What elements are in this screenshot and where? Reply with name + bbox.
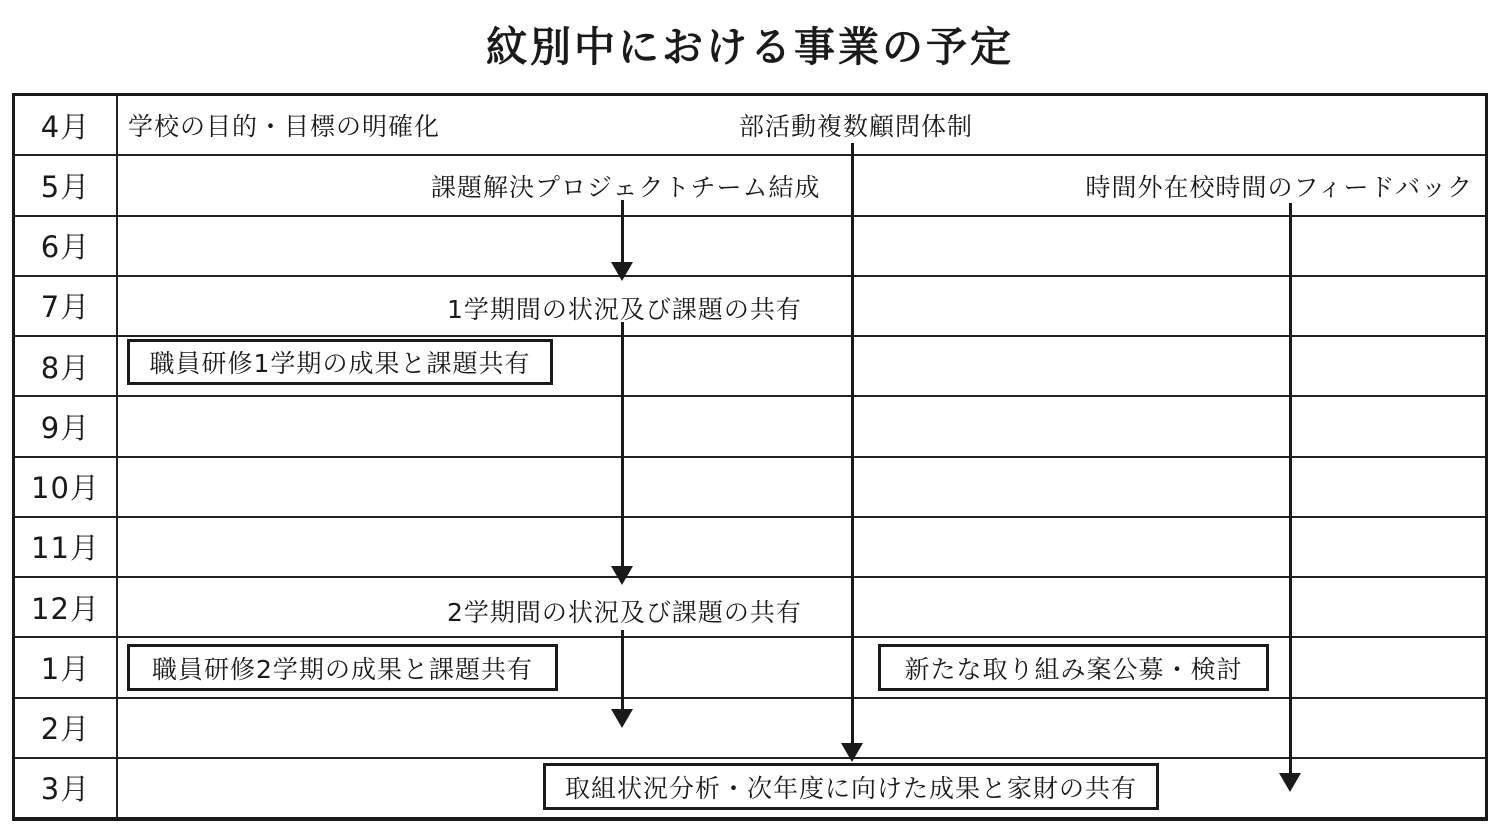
month-label: 8月	[15, 337, 118, 395]
arrow-project-chain-segment-3	[611, 630, 633, 728]
event-term2-status-share: 2学期間の状況及び課題の共有	[447, 598, 802, 627]
box-staff-training-term1: 職員研修1学期の成果と課題共有	[127, 339, 553, 385]
month-label: 10月	[15, 458, 118, 516]
month-label: 3月	[15, 759, 118, 817]
table-row-june	[15, 217, 1485, 277]
month-label: 12月	[15, 578, 118, 636]
box-new-initiative-proposals: 新たな取り組み案公募・検討	[878, 644, 1269, 691]
box-analysis-next-year-share: 取組状況分析・次年度に向けた成果と家財の共有	[543, 763, 1159, 810]
box-staff-training-term2: 職員研修2学期の成果と課題共有	[127, 644, 558, 691]
arrowhead-icon	[611, 262, 633, 281]
month-label: 4月	[15, 96, 118, 154]
month-label: 1月	[15, 638, 118, 696]
event-overtime-feedback: 時間外在校時間のフィードバック	[1085, 173, 1473, 202]
arrow-feedback-to-march	[1279, 203, 1301, 792]
month-label: 11月	[15, 518, 118, 576]
event-goal-clarification: 学校の目的・目標の明確化	[128, 112, 441, 141]
arrow-shaft	[621, 322, 624, 568]
arrow-project-chain-segment-1	[611, 200, 633, 281]
arrow-shaft	[621, 630, 624, 711]
table-row-february	[15, 699, 1485, 759]
arrowhead-icon	[841, 743, 863, 762]
arrow-shaft	[1289, 203, 1292, 775]
event-project-team-formation: 課題解決プロジェクトチーム結成	[431, 173, 821, 202]
month-label: 5月	[15, 156, 118, 214]
month-label: 2月	[15, 699, 118, 757]
arrow-shaft	[851, 143, 854, 745]
table-row-september	[15, 397, 1485, 457]
arrowhead-icon	[611, 566, 633, 585]
arrow-shaft	[621, 200, 624, 264]
event-club-multi-advisor: 部活動複数顧問体制	[739, 112, 974, 141]
arrowhead-icon	[1279, 773, 1301, 792]
table-row-october	[15, 458, 1485, 518]
month-label: 6月	[15, 217, 118, 275]
arrowhead-icon	[611, 709, 633, 728]
arrow-project-chain-segment-2	[611, 322, 633, 585]
month-label: 7月	[15, 277, 118, 335]
month-label: 9月	[15, 397, 118, 455]
arrow-club-advisor-to-march	[841, 143, 863, 762]
event-term1-status-share: 1学期間の状況及び課題の共有	[447, 295, 802, 324]
page-title: 紋別中における事業の予定	[486, 23, 1014, 71]
table-row-november	[15, 518, 1485, 578]
